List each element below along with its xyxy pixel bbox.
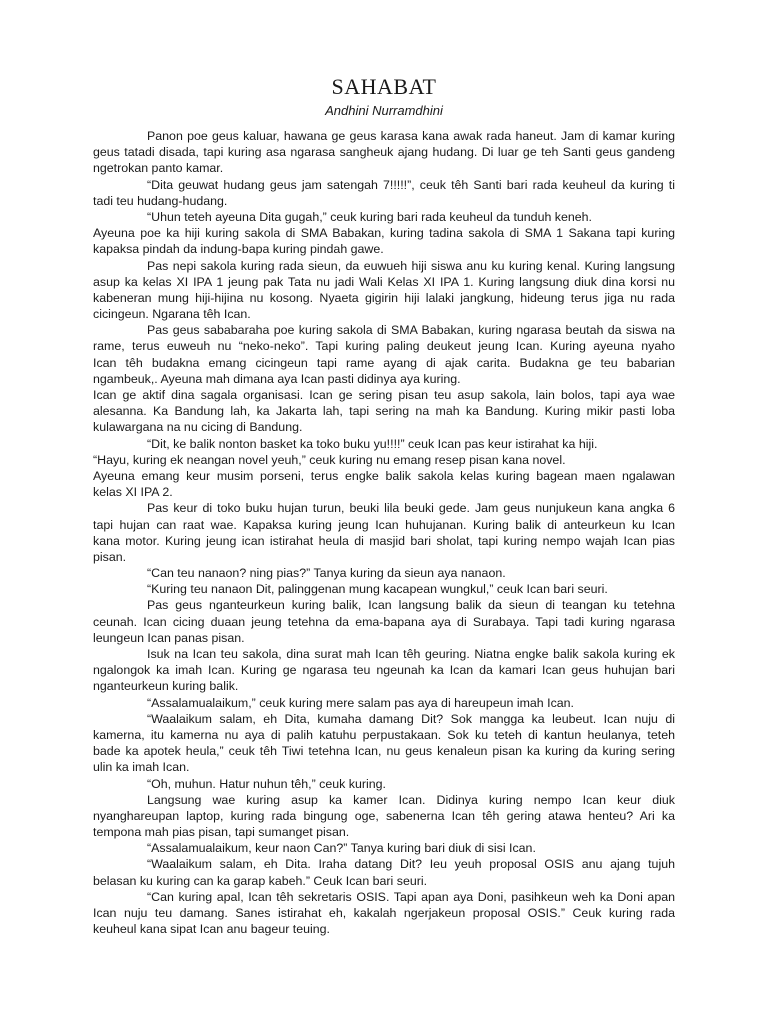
text-line: Panon poe geus kaluar, hawana ge geus karasa kana awak rada haneut. Jam di kamar kuring: [147, 129, 675, 143]
text-line: Pas geus sababaraha poe kuring sakola di SMA Babakan, kuring ngarasa beutah da siswa na: [147, 323, 675, 338]
text-line: kamerna, itu kamerna nu aya di palih katuhu perpustakaan. Sok ku teteh di kantun heulanya, teteh: [93, 727, 675, 742]
text-line: Ican têh budakna emang cicingeun tapi rame ayang di ajak carita. Budakna ge teu babarian: [93, 355, 675, 370]
text-line: leungeun Ican panas pisan.: [93, 630, 245, 645]
text-line: kana motor. Kuring jeung ican istirahat heula di masjid bari sholat, tapi kuring nempo wajah Ican pias: [93, 533, 675, 548]
document-title: SAHABAT: [331, 74, 437, 99]
text-line: tapi hujan can raat wae. Kapaksa kuring jeung Ican huhujanan. Kuring balik di anteurkeun ku Ican: [93, 517, 675, 532]
text-line: kapaksa pindah da indung-bapa kuring pindah gawe.: [93, 242, 384, 257]
text-line: tadi teu hudang-hudang.: [93, 193, 228, 208]
text-line: Ayeuna emang keur musim porseni, terus engke balik sakola kelas kuring bagean maen ngalawan: [93, 468, 675, 483]
story-body: [93, 128, 675, 937]
text-line: asup ka kelas XI IPA 1 jeung pak Tata nu jadi Wali Kelas XI IPA 1. Kuring langsung diuk dina korsi nu: [93, 274, 675, 289]
text-line: Pas geus nganteurkeun kuring balik, Ican langsung balik da sieun di teangan ku tetehna: [147, 598, 675, 613]
text-line: geus tatadi disada, tapi kuring asa ngarasa sangheuk ajang hudang. Di luar ge teh Santi geus gandeng: [93, 145, 675, 160]
text-line: ceunah. Ican cicing duaan jeung tetehna da ema-bapana aya di Surabaya. Tapi tadi kuring ngarasa: [93, 614, 675, 629]
text-line: ulin ka imah Ican.: [93, 760, 190, 775]
text-line: bade ka apotek heula,” ceuk têh Tiwi tetehna Ican, nu geus kenaleun pisan ka kuring da kuring sering: [93, 744, 675, 759]
document-author: Andhini Nurramdhini: [325, 103, 443, 118]
text-line: “Can kuring apal, Ican têh sekretaris OSIS. Tapi apan aya Doni, pasihkeun weh ka Doni apan: [147, 889, 675, 904]
text-line: kulawargana na nu cicing di Bandung.: [93, 420, 303, 435]
text-line: Ican ge aktif dina sagala organisasi. Ican ge sering pisan teu asup sakola, lain bolos, tapi aya wae: [93, 388, 675, 402]
text-line: “Assalamualaikum, keur naon Can?” Tanya kuring bari diuk di sisi Ican.: [147, 841, 536, 856]
text-line: ngetrokan panto kamar.: [93, 161, 224, 176]
text-line: Langsung wae kuring asup ka kamer Ican. Didinya kuring nempo Ican keur diuk: [147, 792, 675, 807]
text-line: Ican nuju teu damang. Sanes istirahat eh, kakalah ngerjakeun proposal OSIS.” Ceuk kuring rada: [93, 906, 675, 920]
text-line: cicingeun. Ngarana têh Ican.: [93, 307, 251, 322]
text-line: belasan ku kuring can ka garap kabeh.” Ceuk Ican bari seuri.: [93, 873, 428, 888]
text-line: keuheul kana sipat Ican anu bageur teuing.: [93, 922, 330, 937]
text-line: “Waalaikum salam, eh Dita, kumaha damang Dit? Sok mangga ka leubeut. Ican nuju di: [147, 711, 675, 726]
text-line: kabeneran mung hiji-hijina nu kosong. Nyaeta gigirin hiji lalaki jangkung, hideung terus jiga nu rada: [93, 290, 675, 305]
text-line: “Uhun teteh ayeuna Dita gugah,” ceuk kuring bari rada keuheul da tunduh keneh.: [147, 209, 592, 224]
text-line: ngambeuk,. Ayeuna mah dimana aya Ican pasti didinya aya kuring.: [93, 371, 461, 386]
text-line: kelas XI IPA 2.: [93, 485, 173, 500]
text-line: rame, terus euweuh nu “neko-neko”. Tapi kuring paling deukeut jeung Ican. Kuring ayeuna nyaho: [93, 339, 675, 354]
text-line: Pas nepi sakola kuring rada sieun, da euwueh hiji siswa anu ku kuring kenal. Kuring langsung: [147, 258, 675, 273]
text-line: “Kuring teu nanaon Dit, palinggenan mung kacapean wungkul,” ceuk Ican bari seuri.: [147, 582, 608, 597]
text-line: nganteurkeun kuring balik.: [93, 679, 239, 694]
text-line: “Dita geuwat hudang geus jam satengah 7!!!!!”, ceuk têh Santi bari rada keuheul da kuring ti: [147, 177, 675, 192]
text-line: “Hayu, kuring ek neangan novel yeuh,” ceuk kuring nu emang resep pisan kana novel.: [93, 452, 566, 467]
text-line: nyanghareupan laptop, kuring rada bingung oge, sabenerna Ican têh gering atawa henteu? Ari ka: [93, 808, 675, 823]
text-line: “Assalamualaikum,” ceuk kuring mere salam pas aya di hareupeun imah Ican.: [147, 695, 574, 710]
text-line: pisan.: [93, 549, 127, 564]
text-line: “Waalaikum salam, eh Dita. Iraha datang Dit? Ieu yeuh proposal OSIS anu ajang tujuh: [147, 857, 675, 872]
text-line: alesanna. Ka Bandung lah, ka Jakarta lah, tapi sering na mah ka Bandung. Kuring mikir pasti loba: [93, 404, 675, 419]
text-line: “Dit, ke balik nonton basket ka toko buku yu!!!!” ceuk Ican pas keur istirahat ka hiji.: [147, 436, 598, 451]
text-line: “Oh, muhun. Hatur nuhun têh,” ceuk kuring.: [147, 776, 386, 791]
text-line: Isuk na Ican teu sakola, dina surat mah Ican têh geuring. Niatna engke balik sakola kuring ek: [147, 647, 675, 661]
text-line: tempona mah pias pisan, tapi sumanget pisan.: [93, 825, 350, 840]
text-line: Ayeuna poe ka hiji kuring sakola di SMA Babakan, kuring tadina sakola di SMA 1 Sakana tapi kuring: [93, 226, 675, 241]
text-line: Pas keur di toko buku hujan turun, beuki lila beuki gede. Jam geus nunjukeun kana angka 6: [147, 501, 675, 516]
text-line: ngalongok ka imah Ican. Kuring ge ngarasa teu ngeunah ka Ican da kamari Ican geus huhujan bari: [93, 663, 675, 678]
text-line: “Can teu nanaon? ning pias?” Tanya kuring da sieun aya nanaon.: [147, 566, 506, 581]
